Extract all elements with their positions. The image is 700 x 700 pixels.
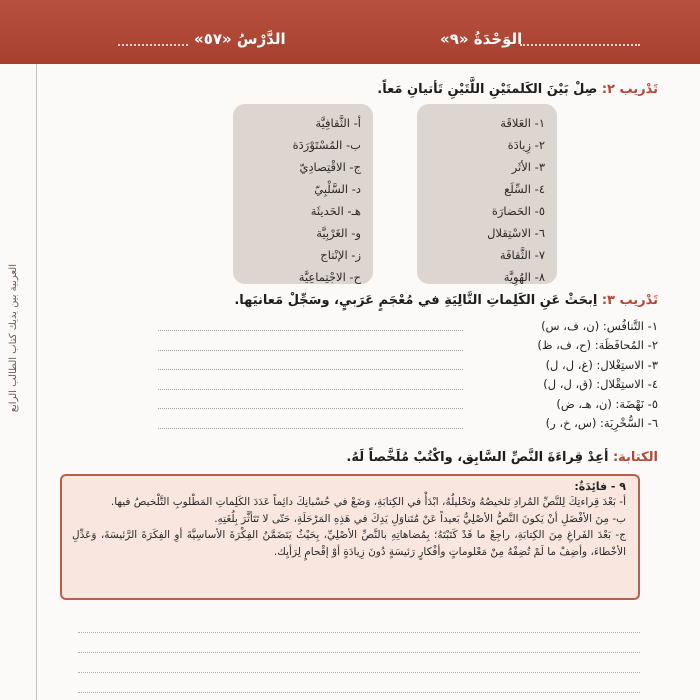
match-right-item: ٨- الهُوِيَّة [503, 270, 545, 284]
page-header [0, 0, 700, 64]
match-left-item: ج- الاقْتِصادِيّ [299, 160, 361, 174]
writing-heading [346, 450, 658, 465]
margin-line [36, 64, 37, 700]
dictionary-word: ٥- نَهْضَة: (ن، هـ، ض) [556, 396, 658, 411]
writing-line[interactable] [78, 692, 640, 693]
exercise3-list [158, 316, 658, 433]
exercise2-label: تَدْريب ٢: [601, 82, 658, 97]
list-item [158, 394, 658, 414]
answer-line[interactable] [158, 359, 463, 370]
list-item [158, 355, 658, 375]
exercise3-heading [234, 293, 658, 308]
match-left-item: ح- الاجْتِماعِيَّة [298, 270, 361, 284]
writing-line[interactable] [78, 672, 640, 673]
writing-line[interactable] [78, 632, 640, 633]
match-left-column [233, 104, 373, 284]
match-left-item: أ- الثَّقافِيَّة [315, 116, 361, 130]
list-item [158, 414, 658, 434]
match-right-item: ١- العَلاقَة [500, 116, 545, 130]
writing-title: أعِدْ قِراءَةَ النَّصِّ السَّابِق، واكْتُبْ مُلَخَّصاً لَهُ. [346, 450, 609, 465]
lesson-number: الدَّرْسُ «٥٧» [194, 30, 286, 48]
exercise3-label: تَدْريب ٣: [601, 293, 658, 308]
dictionary-word: ٢- المُحافَظَة: (ح، ف، ظ) [537, 338, 658, 353]
dictionary-word: ٤- الاستِقْلال: (ق، ل، ل) [543, 377, 658, 392]
tip-item: ب- مِنَ الأفْضَلِ أنْ يَكونَ النَّصُّ الأصْلِيُّ بَعيداً عَنْ مُتَناوَلِ يَدِكَ في هَذِهِ المَرْحَلَةِ، حَتّى لا تَتَأثَّرَ بِلُغَتِهِ. [214, 512, 626, 525]
match-right-column [417, 104, 557, 284]
list-item [158, 375, 658, 395]
book-title: العربية بين يديك كتاب الطالب الرابع [8, 264, 19, 413]
answer-line[interactable] [158, 398, 463, 409]
tip-title: ٩ - فائِدَةٌ: [574, 480, 626, 493]
match-left-item: ب- المُسْتَوْرَدَة [292, 138, 361, 152]
match-right-item: ٦- الاسْتِقلال [487, 226, 545, 240]
unit-number: الوَحْدَةُ «٩» [440, 30, 523, 48]
dictionary-word: ١- التَّنافُس: (ن، ف، س) [541, 318, 658, 333]
match-right-item: ٧- الثَّقافَة [499, 248, 545, 262]
tip-item: أ- بَعْدَ قِراءتِكَ لِلنَّصِّ المُرادِ تَلخيصُهُ وتَحْليلُهُ، ابْدَأْ في الكِتابَةِ، وَضَعْ في حُسْبانِكَ دائِماً عَدَدَ الكَلِماتِ المَطْلوبِ التَّلْخيصُ فيها. [110, 496, 626, 508]
match-right-item: ٣- الأثَر [511, 160, 545, 174]
match-left-item: د- السَّلْبِيّ [314, 182, 361, 196]
match-left-item: و- الغَرْبِيَّة [316, 226, 361, 240]
match-left-item: هـ- الحَديثَة [310, 204, 361, 218]
match-right-item: ٥- الحَضارَة [491, 204, 545, 218]
tip-box [60, 474, 640, 600]
writing-line[interactable] [78, 652, 640, 653]
dictionary-word: ٦- السُّخْرِيَة: (س، خ، ر) [545, 416, 658, 431]
list-item [158, 336, 658, 356]
dictionary-word: ٣- الاستِغْلال: (غ، ل، ل) [545, 357, 658, 372]
match-left-item: ز- الإنْتاج [320, 248, 361, 262]
exercise2-title: صِلْ بَيْنَ الكَلمتَيْنِ اللَّتَيْنِ تَأتيانِ مَعاً. [377, 82, 598, 97]
match-right-item: ٢- زِيادَة [507, 138, 545, 152]
list-item [158, 316, 658, 336]
answer-line[interactable] [158, 418, 463, 429]
answer-line[interactable] [158, 320, 463, 331]
tip-item: ج- بَعْدَ الفَراغِ مِنَ الكِتابَةِ، راجِعْ ما قَدْ كَتَبْتَهُ؛ بِمُضاهاتِهِ بالنَّصِّ الأصْلِيِّ، بِحَيْثُ يَتَضَمَّنُ الفِكْرَةَ الأساسِيَّةَ أوِ الفِكَرَةَ الرَّئيسَةَ، وَعَدِّلِ الأخْطاءَ، وأضِفْ ما لَمْ تُضِفْهُ مِنْ مَعْلوماتٍ وأفْكارٍ رَئيسَةٍ دُونَ زِيادَةٍ أوْ إقْحامٍ لِرَأيِك. [72, 529, 626, 558]
match-right-item: ٤- السِّلَع [504, 182, 545, 196]
exercise2-heading [377, 82, 658, 97]
answer-line[interactable] [158, 340, 463, 351]
exercise3-title: اِبحَثْ عَنِ الكَلِماتِ التَّالِيَةِ في مُعْجَمٍ عَرَبيٍ، وسَجِّلْ مَعانيَها. [234, 293, 598, 308]
book-spine [0, 64, 36, 700]
header-dots-left [118, 44, 188, 46]
writing-label: الكتابة: [612, 450, 658, 465]
answer-line[interactable] [158, 379, 463, 390]
header-dots-right [520, 44, 640, 46]
